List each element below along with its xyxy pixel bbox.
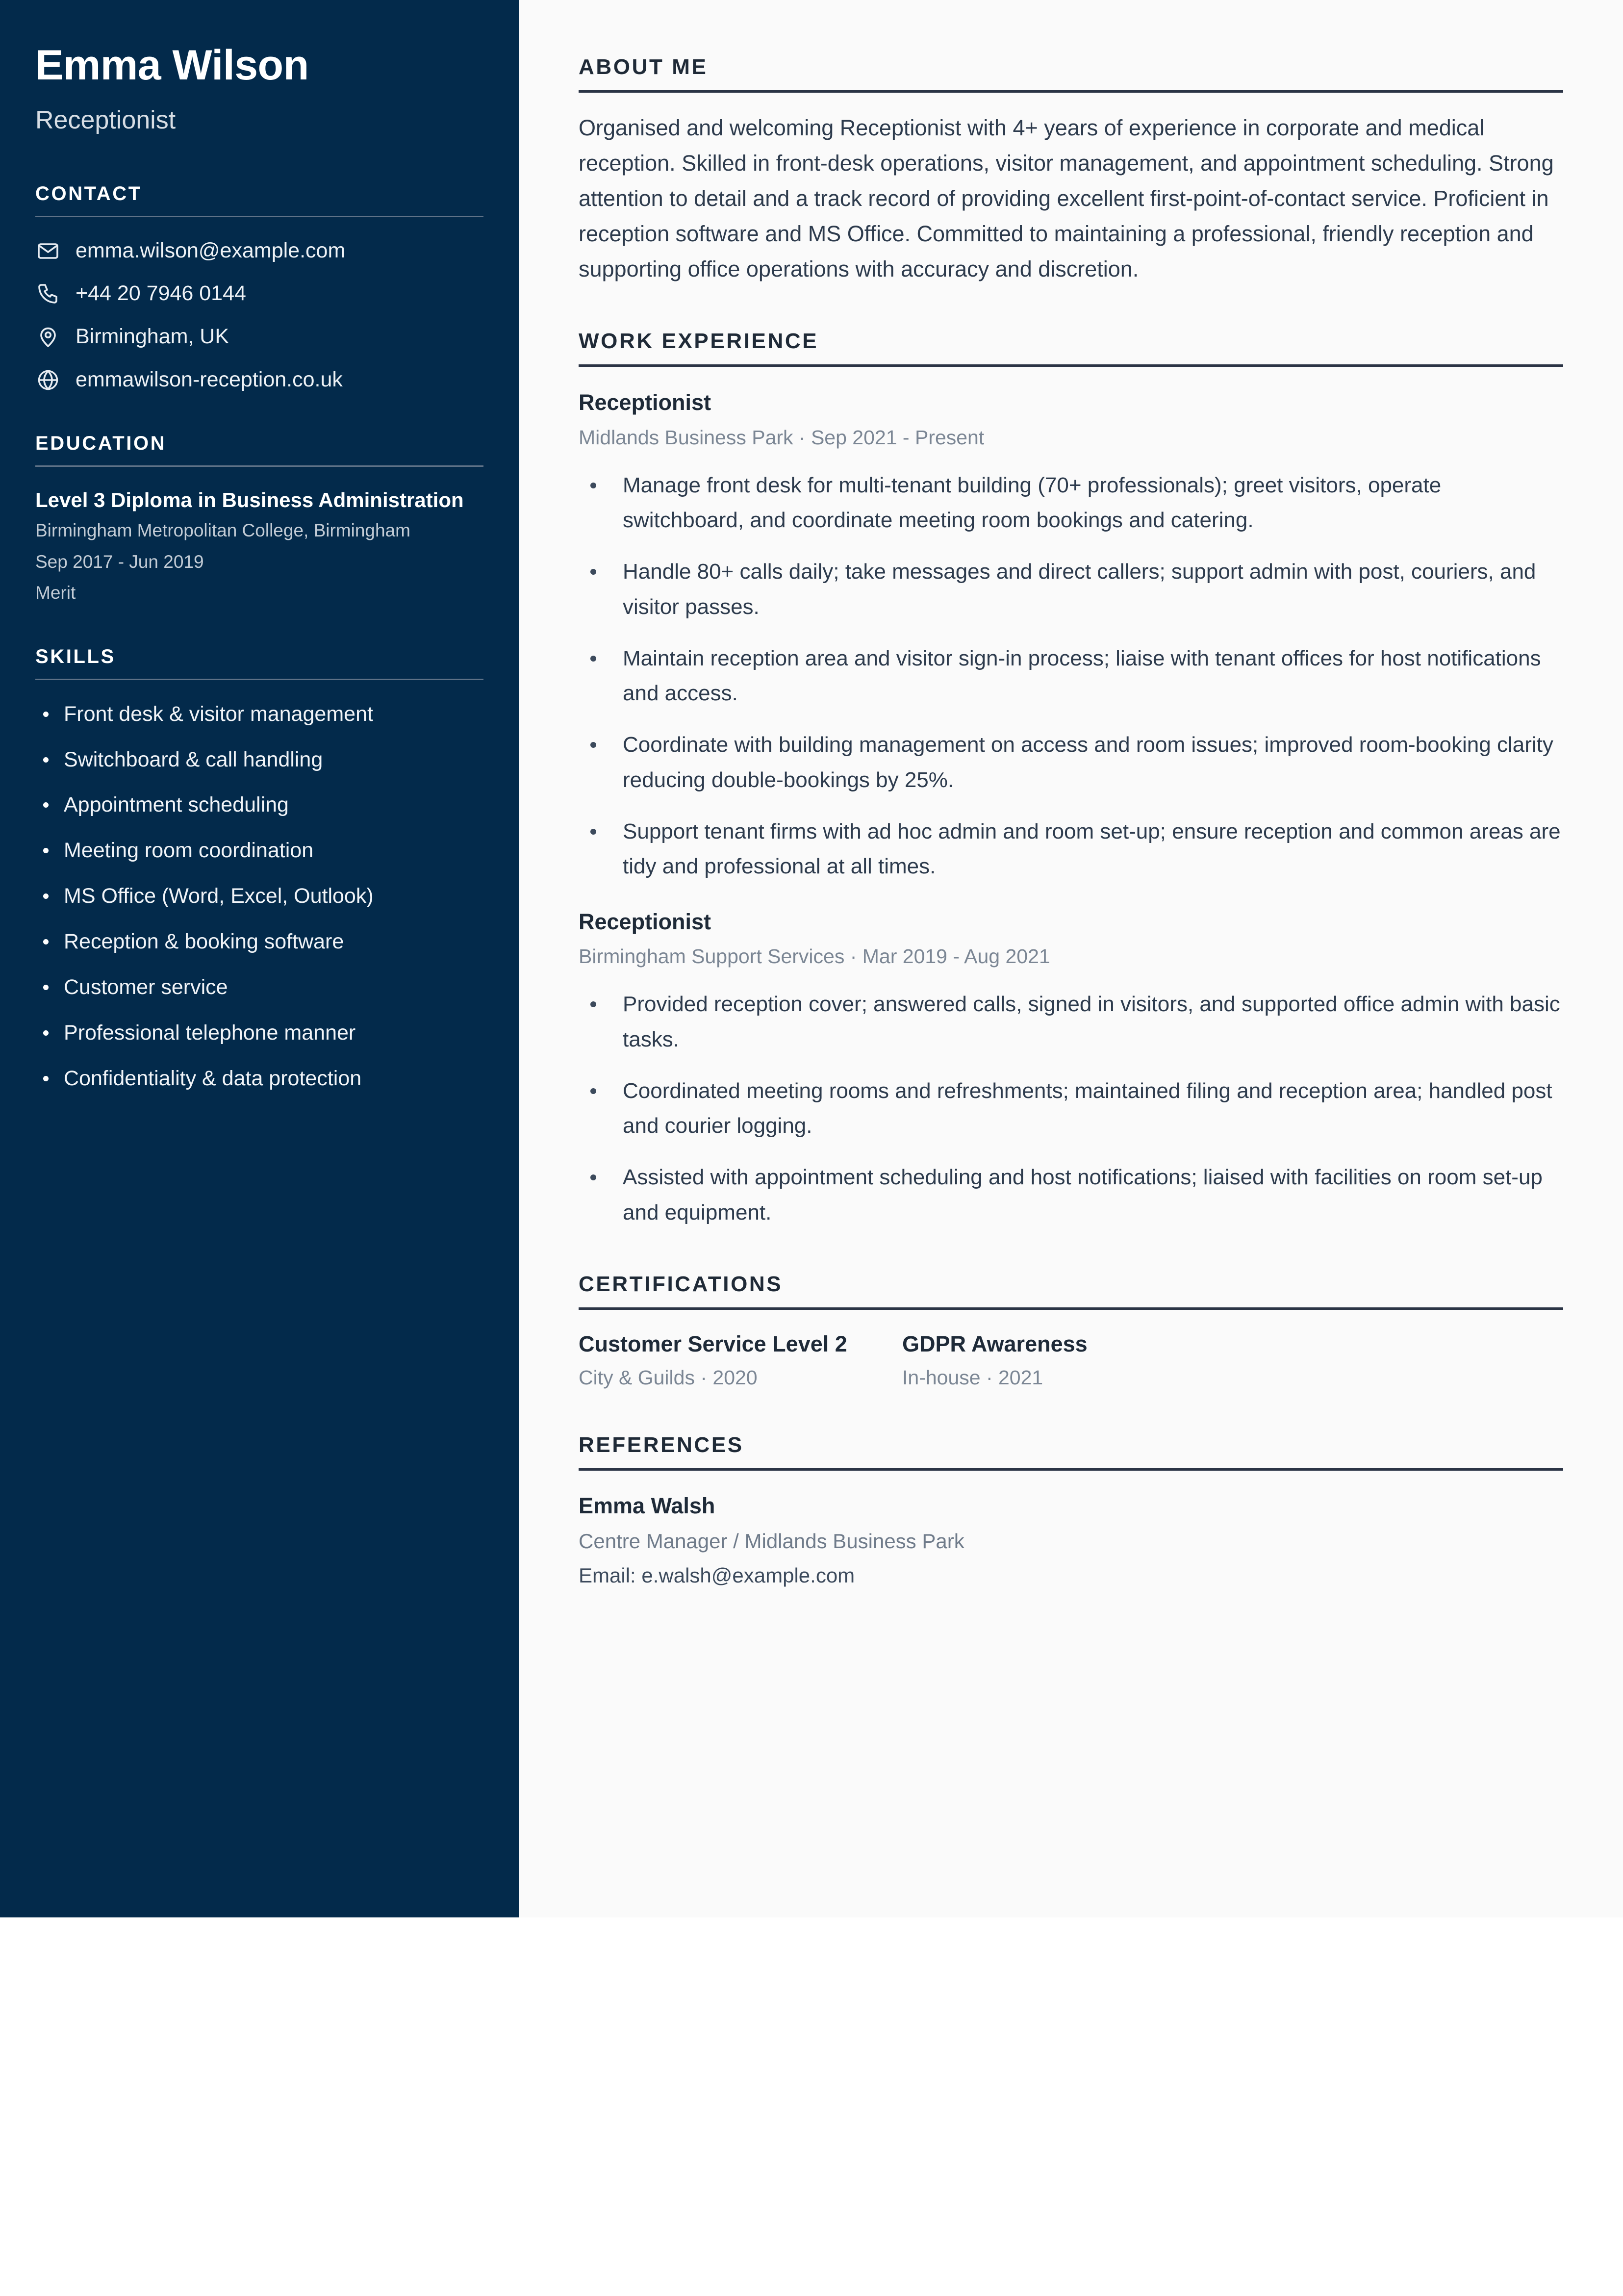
list-item: Professional telephone manner [35, 1020, 483, 1047]
education-grade: Merit [35, 583, 76, 603]
certification-meta: City & Guilds · 2020 [579, 1366, 758, 1389]
candidate-name: Emma Wilson [35, 42, 309, 89]
contact-location-text: Birmingham, UK [76, 325, 229, 349]
certification-item [579, 1330, 902, 1391]
map-pin-icon [35, 324, 61, 350]
work-experience-divider [579, 364, 1563, 367]
contact-item-phone[interactable] [35, 281, 483, 307]
list-item: Provided reception cover; answered calls, signed in visitors, and supported office admin with basic tasks. [579, 987, 1563, 1057]
job-bullet-list [579, 468, 1563, 884]
certification-name: Customer Service Level 2 [579, 1331, 847, 1356]
skills-list [35, 701, 483, 1093]
education-institution: Birmingham Metropolitan College, Birmingham [35, 520, 410, 541]
job-entry [579, 908, 1563, 1230]
contact-section [35, 183, 483, 393]
job-bullet-list [579, 987, 1563, 1230]
list-item: Reception & booking software [35, 928, 483, 956]
education-divider [35, 465, 483, 467]
list-item: Coordinate with building management on access and room issues; improved room-booking clarity reducing double-bookings by 25%. [579, 727, 1563, 797]
list-item: Manage front desk for multi-tenant building (70+ professionals); greet visitors, operate switchboard, and coordinate meeting room bookings and catering. [579, 468, 1563, 538]
references-section [579, 1433, 1563, 1589]
certifications-heading: CERTIFICATIONS [579, 1272, 783, 1296]
education-heading: EDUCATION [35, 432, 167, 454]
globe-icon [35, 367, 61, 393]
work-experience-section [579, 329, 1563, 1230]
references-divider [579, 1468, 1563, 1471]
contact-heading: CONTACT [35, 182, 142, 204]
about-text: Organised and welcoming Receptionist with 4+ years of experience in corporate and medical reception. Skilled in front-desk operations, visitor management, and appointment scheduling. Strong attention to detail and a track record of providing excellent first-point-of-contact service. Proficient in reception software and MS Office. Committed to maintaining a professional, friendly reception and supporting office operations with accuracy and discretion. [579, 115, 1554, 281]
certifications-list [579, 1330, 1563, 1391]
main-content [519, 0, 1623, 1917]
certification-meta: In-house · 2021 [902, 1366, 1043, 1389]
list-item: Meeting room coordination [35, 837, 483, 865]
list-item: Support tenant firms with ad hoc admin and room set-up; ensure reception and common areas are tidy and professional at all times. [579, 814, 1563, 884]
contact-item-location[interactable] [35, 324, 483, 350]
contact-item-website[interactable] [35, 367, 483, 393]
list-item: MS Office (Word, Excel, Outlook) [35, 883, 483, 910]
reference-name: Emma Walsh [579, 1493, 715, 1519]
skills-heading: SKILLS [35, 645, 116, 667]
contact-phone-text: +44 20 7946 0144 [76, 281, 246, 306]
contact-item-email[interactable] [35, 238, 483, 264]
list-item: Switchboard & call handling [35, 746, 483, 774]
education-dates: Sep 2017 - Jun 2019 [35, 551, 204, 572]
reference-item [579, 1492, 1563, 1589]
references-heading: REFERENCES [579, 1433, 744, 1457]
contact-list [35, 238, 483, 393]
job-role: Receptionist [579, 909, 711, 934]
list-item: Appointment scheduling [35, 791, 483, 819]
list-item: Handle 80+ calls daily; take messages and direct callers; support admin with post, couriers, and visitor passes. [579, 554, 1563, 624]
job-meta: Midlands Business Park · Sep 2021 - Present [579, 426, 985, 449]
envelope-icon [35, 238, 61, 264]
list-item: Confidentiality & data protection [35, 1065, 483, 1093]
contact-email-text: emma.wilson@example.com [76, 238, 346, 262]
reference-role: Centre Manager / Midlands Business Park [579, 1529, 964, 1553]
certification-name: GDPR Awareness [902, 1331, 1088, 1356]
list-item: Front desk & visitor management [35, 701, 483, 728]
sidebar [0, 0, 519, 1917]
job-role: Receptionist [579, 390, 711, 415]
job-meta: Birmingham Support Services · Mar 2019 - Aug 2021 [579, 945, 1050, 968]
education-entry [35, 487, 483, 607]
list-item: Assisted with appointment scheduling and host notifications; liaised with facilities on room set-up and equipment. [579, 1160, 1563, 1230]
education-section [35, 433, 483, 607]
contact-website-text: emmawilson-reception.co.uk [76, 367, 343, 391]
about-divider [579, 90, 1563, 93]
skills-divider [35, 679, 483, 680]
reference-email: Email: e.walsh@example.com [579, 1564, 855, 1587]
skills-section [35, 646, 483, 1093]
about-heading: ABOUT ME [579, 55, 708, 79]
list-item: Customer service [35, 974, 483, 1001]
about-section [579, 55, 1563, 287]
job-entry [579, 388, 1563, 884]
certifications-section [579, 1272, 1563, 1391]
contact-divider [35, 216, 483, 217]
phone-icon [35, 281, 61, 306]
education-degree: Level 3 Diploma in Business Administration [35, 488, 464, 511]
candidate-job-title: Receptionist [35, 106, 176, 135]
work-experience-heading: WORK EXPERIENCE [579, 329, 819, 353]
certifications-divider [579, 1307, 1563, 1310]
list-item: Coordinated meeting rooms and refreshments; maintained filing and reception area; handled post and courier logging. [579, 1073, 1563, 1144]
list-item: Maintain reception area and visitor sign-in process; liaise with tenant offices for host notifications and access. [579, 641, 1563, 711]
certification-item [902, 1330, 1226, 1391]
